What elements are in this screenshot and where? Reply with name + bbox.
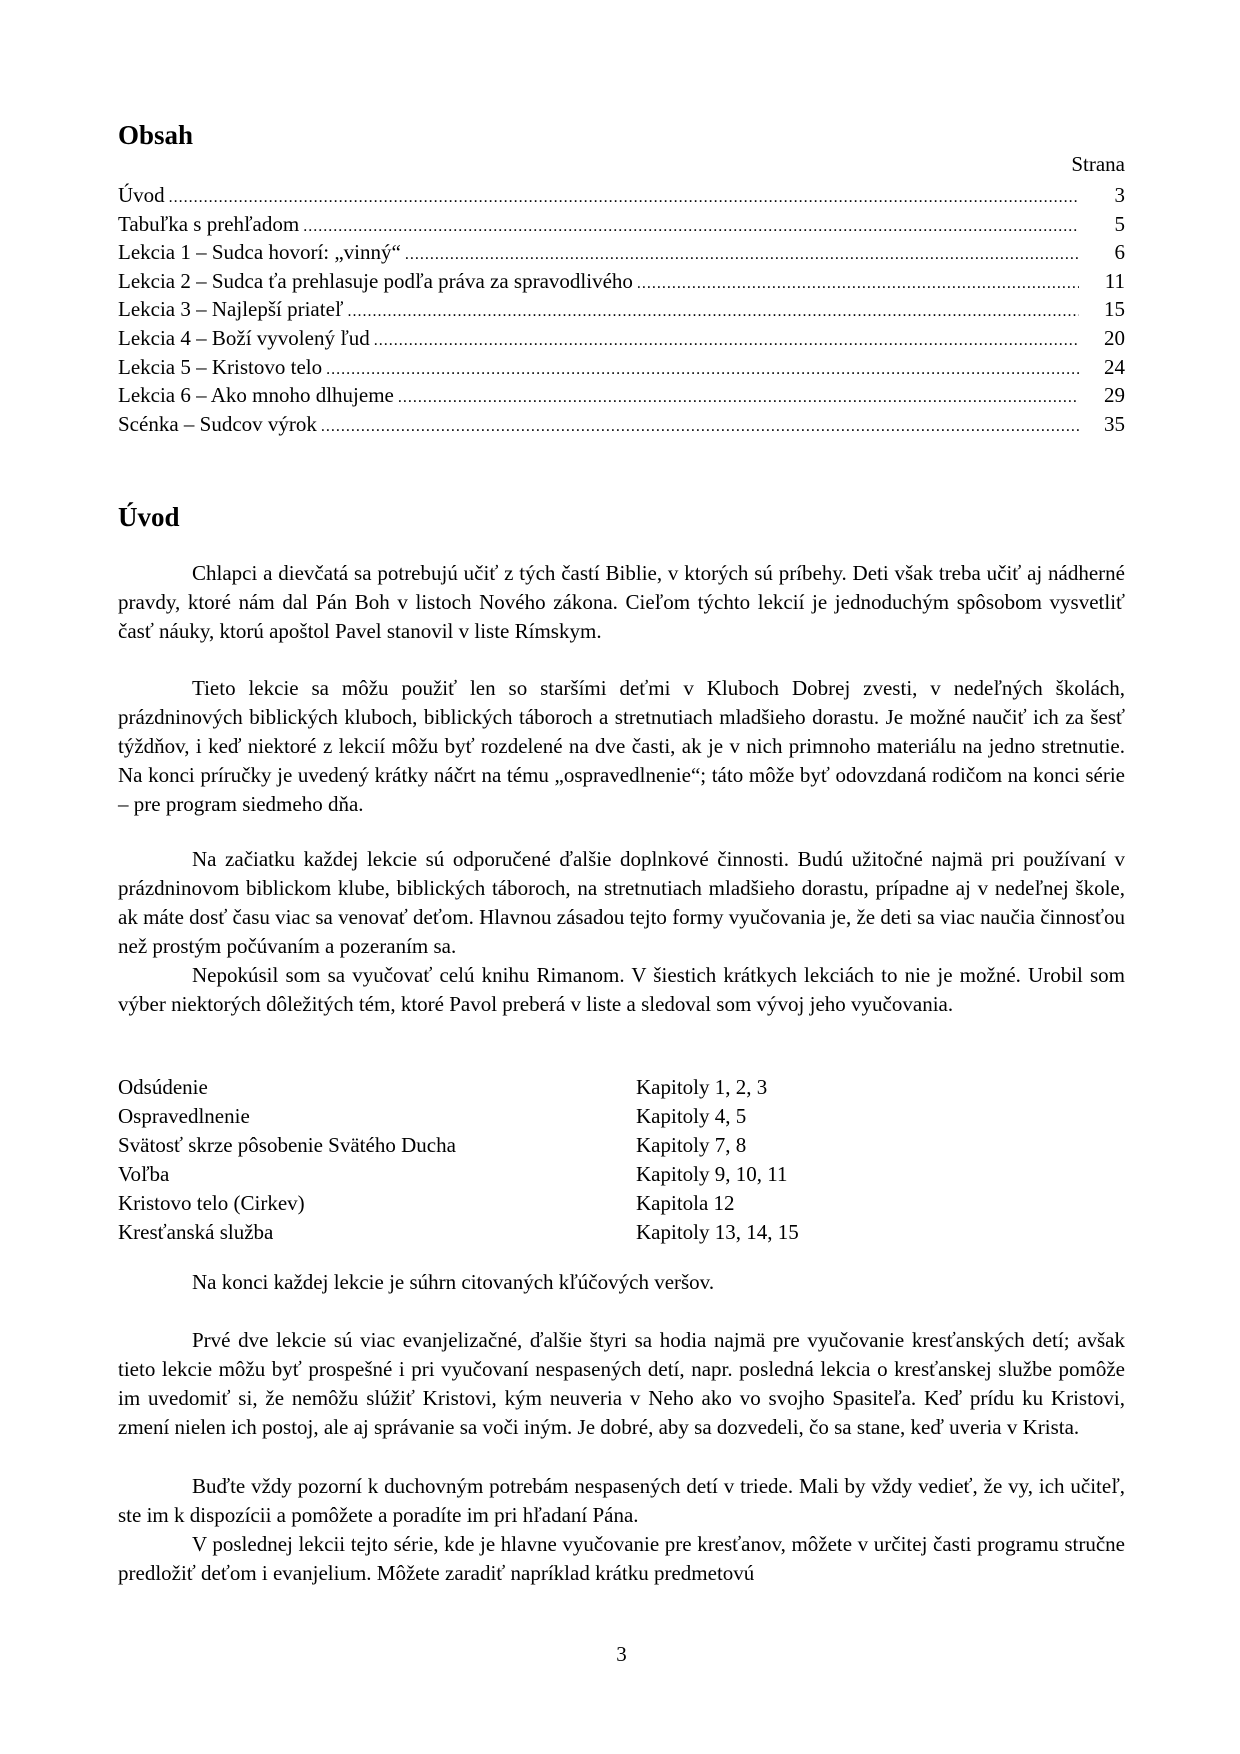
theme-topic: Kresťanská služba — [118, 1220, 274, 1244]
toc-leader — [398, 384, 1079, 413]
intro-paragraph-5: Na konci každej lekcie je súhrn citovaných kľúčových veršov. — [192, 1270, 715, 1294]
toc-entry[interactable] — [118, 267, 1125, 296]
toc-entry-title: Lekcia 3 – Najlepší priateľ — [118, 297, 344, 322]
toc-entry[interactable] — [118, 410, 1125, 439]
theme-topic: Odsúdenie — [118, 1075, 208, 1099]
toc-entry[interactable] — [118, 353, 1125, 382]
theme-chapters: Kapitoly 13, 14, 15 — [636, 1220, 799, 1244]
toc-page-column-header: Strana — [1071, 152, 1125, 176]
toc-entry-page: 35 — [1104, 411, 1125, 436]
toc-entry-page: 11 — [1104, 268, 1125, 293]
intro-paragraph-6: Prvé dve lekcie sú viac evanjelizačné, ďalšie štyri sa hodia najmä pre vyučovanie kresťanských detí; avšak tieto lekcie môžu byť prospešné i pri vyučovaní nespasených detí, napr. posledná lekcia o kresťanskej službe pomôže im uvedomiť si, že nemôžu slúžiť Kristovi, kým neuveria v Neho ako vo svojho Spasiteľa. Keď prídu ku Kristovi, zmení nielen ich postoj, ale aj správanie sa voči iným. Je dobré, aby sa dozvedeli, čo sa stane, keď uveria v Krista. — [118, 1328, 1125, 1439]
theme-row — [118, 1189, 1125, 1218]
themes-list — [118, 1073, 1125, 1247]
theme-row — [118, 1160, 1125, 1189]
table-of-contents — [118, 181, 1125, 438]
intro-paragraph-1: Chlapci a dievčatá sa potrebujú učiť z tých častí Biblie, v ktorých sú príbehy. Deti však treba učiť aj nádherné pravdy, ktoré nám dal Pán Boh v listoch Nového zákona. Cieľom týchto lekcií je jednoduchým spôsobom vysvetliť časť náuky, ktorú apoštol Pavel stanovil v liste Rímskym. — [118, 561, 1125, 643]
toc-entry-title: Lekcia 2 – Sudca ťa prehlasuje podľa práva za spravodlivého — [118, 268, 633, 293]
page-number: 3 — [616, 1642, 627, 1666]
toc-entry-page: 20 — [1104, 325, 1125, 350]
intro-paragraph-4: Nepokúsil som sa vyučovať celú knihu Rimanom. V šiestich krátkych lekciách to nie je možné. Urobil som výber niektorých dôležitých tém, ktoré Pavol preberá v liste a sledoval som vývoj jeho vyučovania. — [118, 963, 1125, 1016]
toc-entry-title: Tabuľka s prehľadom — [118, 211, 300, 236]
toc-leader — [347, 298, 1079, 327]
theme-chapters: Kapitola 12 — [636, 1191, 735, 1215]
toc-entry-page: 29 — [1104, 383, 1125, 408]
toc-entry[interactable] — [118, 295, 1125, 324]
toc-entry-page: 5 — [1114, 211, 1125, 236]
theme-chapters: Kapitoly 1, 2, 3 — [636, 1075, 768, 1099]
toc-entry-page: 24 — [1104, 354, 1125, 379]
toc-entry-page: 3 — [1114, 183, 1125, 207]
intro-paragraph-7: Buďte vždy pozorní k duchovným potrebám nespasených detí v triede. Mali by vždy vedieť, že vy, ich učiteľ, ste im k dispozícii a pomôžete a poradíte im pri hľadaní Pána. — [118, 1474, 1125, 1527]
toc-entry-title: Úvod — [118, 183, 165, 207]
intro-paragraph-2: Tieto lekcie sa môžu použiť len so staršími deťmi v Kluboch Dobrej zvesti, v nedeľných školách, prázdninových biblických kluboch, biblických táboroch a stretnutiach mladšieho dorastu. Je možné naučiť ich za šesť týždňov, i keď niektoré z lekcií môžu byť rozdelené na dve časti, ak je v nich primnoho materiálu na jedno stretnutie. Na konci príručky je uvedený krátky náčrt na tému „ospravedlnenie“; táto môže byť odovzdaná rodičom na konci série – pre program siedmeho dňa. — [118, 676, 1125, 816]
toc-leader — [326, 356, 1079, 385]
toc-entry[interactable] — [118, 238, 1125, 267]
theme-row — [118, 1218, 1125, 1247]
toc-entry[interactable] — [118, 381, 1125, 410]
toc-entry-title: Lekcia 1 – Sudca hovorí: „vinný“ — [118, 240, 401, 265]
theme-row — [118, 1102, 1125, 1131]
intro-heading: Úvod — [118, 502, 180, 532]
theme-row — [118, 1131, 1125, 1160]
toc-entry-page: 15 — [1104, 297, 1125, 322]
toc-entry[interactable] — [118, 210, 1125, 239]
toc-entry-title: Lekcia 4 – Boží vyvolený ľud — [118, 325, 370, 350]
theme-topic: Voľba — [118, 1162, 170, 1186]
theme-topic: Ospravedlnenie — [118, 1104, 250, 1128]
toc-leader — [374, 327, 1079, 356]
theme-chapters: Kapitoly 9, 10, 11 — [636, 1162, 788, 1186]
toc-leader — [321, 413, 1079, 442]
theme-row — [118, 1073, 1125, 1102]
toc-entry[interactable] — [118, 181, 1125, 210]
toc-entry[interactable] — [118, 324, 1125, 353]
theme-topic: Svätosť skrze pôsobenie Svätého Ducha — [118, 1133, 456, 1157]
toc-leader — [637, 270, 1079, 299]
toc-heading: Obsah — [118, 120, 194, 150]
intro-paragraph-3: Na začiatku každej lekcie sú odporučené ďalšie doplnkové činnosti. Budú užitočné najmä pri používaní v prázdninovom biblickom klube, biblických táboroch, na stretnutiach mladšieho dorastu, prípadne aj v nedeľnej škole, ak máte dosť času viac sa venovať deťom. Hlavnou zásadou tejto formy vyučovania je, že deti sa viac naučia činnosťou než prostým počúvaním a pozeraním sa. — [118, 847, 1125, 958]
toc-entry-title: Scénka – Sudcov výrok — [118, 411, 317, 436]
toc-leader — [405, 241, 1079, 270]
intro-paragraph-8: V poslednej lekcii tejto série, kde je hlavne vyučovanie pre kresťanov, môžete v určitej časti programu stručne predložiť deťom i evanjelium. Môžete zaradiť napríklad krátku predmetovú — [118, 1532, 1125, 1585]
toc-entry-title: Lekcia 6 – Ako mnoho dlhujeme — [118, 383, 394, 408]
toc-entry-page: 6 — [1114, 240, 1125, 265]
theme-chapters: Kapitoly 4, 5 — [636, 1104, 747, 1128]
toc-leader — [303, 213, 1079, 242]
toc-leader — [169, 184, 1079, 213]
toc-entry-title: Lekcia 5 – Kristovo telo — [118, 354, 323, 379]
theme-topic: Kristovo telo (Cirkev) — [118, 1191, 305, 1215]
theme-chapters: Kapitoly 7, 8 — [636, 1133, 747, 1157]
